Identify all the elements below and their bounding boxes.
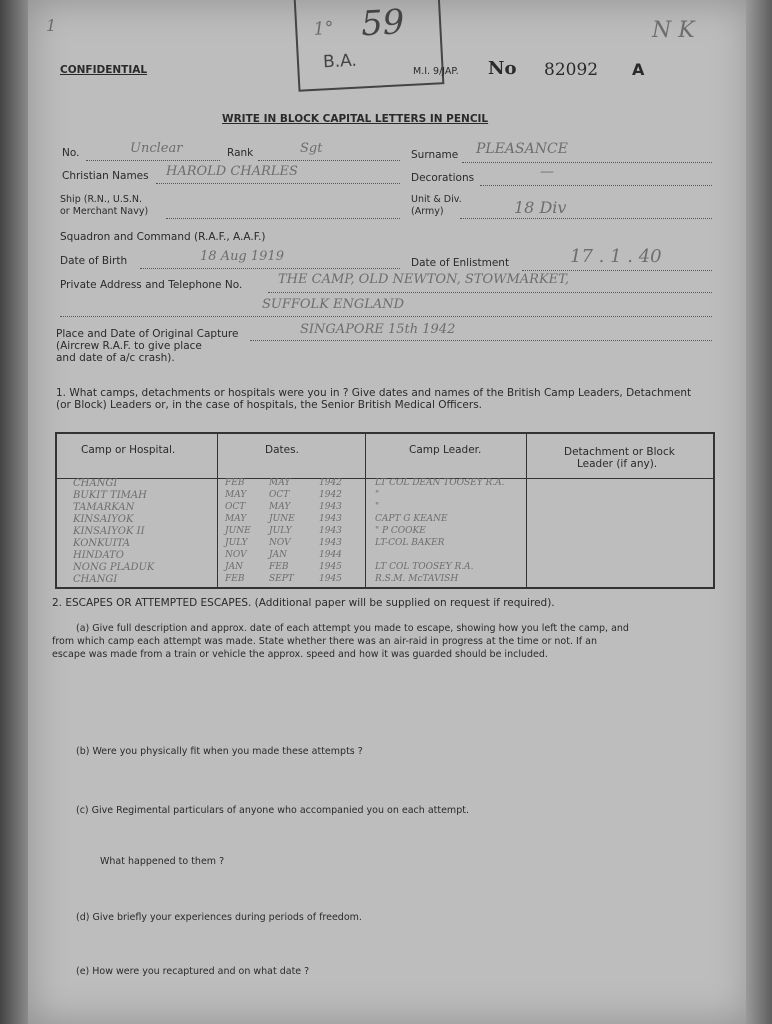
address-value-line1: THE CAMP, OLD NEWTON, STOWMARKET, [278,272,570,287]
header-camp: Camp or Hospital. [81,444,176,456]
date-year: 1943 [319,502,342,512]
unit-value: 18 Div [514,198,567,217]
camp-leader: " [375,502,380,512]
address-value-line2: SUFFOLK ENGLAND [262,297,405,312]
date-from: MAY [225,490,247,500]
header-dates: Dates. [265,444,299,456]
date-to: SEPT [269,574,294,584]
question-2a-line1: (a) Give full description and approx. date of each attempt you made to escape, showing how you left the camp, and [76,623,629,634]
camp-leader: LT COL TOOSEY R.A. [375,562,474,572]
date-year: 1944 [319,550,342,560]
number-label: No [488,58,517,79]
stamp: 1° 59 B.A. [294,0,445,92]
camp-name: KINSAIYOK [73,514,134,525]
question-2a-line3: escape was made from a train or vehicle the approx. speed and how it was guarded should be included. [52,649,548,660]
date-year: 1943 [319,514,342,524]
camp-name: TAMARKAN [73,502,135,513]
date-to: FEB [269,562,289,572]
question-2e: (e) How were you recaptured and on what date ? [76,966,310,977]
question-2b: (b) Were you physically fit when you made these attempts ? [76,746,363,757]
date-from: JUNE [225,526,251,536]
date-from: FEB [225,574,245,584]
question-2c: (c) Give Regimental particulars of anyone who accompanied you on each attempt. [76,805,469,816]
date-to: JUNE [269,514,295,524]
instruction-heading: WRITE IN BLOCK CAPITAL LETTERS IN PENCIL [222,113,489,125]
camps-table [55,432,715,589]
date-to: OCT [269,490,290,500]
header-detachment: Detachment or Block [564,446,675,458]
date-from: FEB [225,478,245,488]
camp-leader: CAPT G KEANE [375,514,448,524]
question-2c-followup: What happened to them ? [100,856,225,867]
form-letter: A [632,60,645,79]
camp-name: CHANGI [73,478,118,489]
decorations-value: — [540,164,554,180]
date-year: 1945 [319,562,342,572]
date-year: 1943 [319,526,342,536]
date-year: 1942 [319,478,342,488]
date-to: NOV [269,538,291,548]
date-from: MAY [225,514,247,524]
page-edge [746,0,772,1024]
date-year: 1943 [319,538,342,548]
camp-leader: " P COOKE [375,526,426,536]
service-number-value: Unclear [130,141,183,156]
date-to: MAY [269,502,291,512]
camp-leader: " [375,490,380,500]
date-year: 1945 [319,574,342,584]
camp-name: KINSAIYOK II [73,526,145,537]
question-2-title: 2. ESCAPES OR ATTEMPTED ESCAPES. (Additional paper will be supplied on request if required). [52,597,555,609]
header-detachment-2: Leader (if any). [577,458,658,470]
enlistment-date-value: 17 . 1 . 40 [570,246,662,267]
date-from: JAN [225,562,243,572]
date-to: JAN [269,550,287,560]
christian-names-value: HAROLD CHARLES [166,164,298,179]
date-to: JULY [269,526,292,536]
camp-name: HINDATO [73,550,124,561]
camp-name: CHANGI [73,574,118,585]
binder-shadow [0,0,28,1024]
header-camp-leader: Camp Leader. [409,444,482,456]
date-from: NOV [225,550,247,560]
question-1-line2: (or Block) Leaders or, in the case of hospitals, the Senior British Medical Officers. [56,399,483,411]
surname-value: PLEASANCE [476,141,568,157]
date-of-birth-value: 18 Aug 1919 [200,249,284,264]
question-2d: (d) Give briefly your experiences during periods of freedom. [76,912,362,923]
rank-value: Sgt [300,141,323,156]
date-from: OCT [225,502,246,512]
camp-name: KONKUITA [73,538,130,549]
confidential-label: CONFIDENTIAL [60,64,148,76]
camp-name: BUKIT TIMAH [73,490,147,501]
capture-value: SINGAPORE 15th 1942 [300,322,456,337]
date-to: MAY [269,478,291,488]
camp-name: NONG PLADUK [73,562,155,573]
form-number: 82092 [544,60,599,80]
date-from: JULY [225,538,248,548]
corner-mark: N K [652,18,695,43]
date-year: 1942 [319,490,342,500]
camp-leader: LT COL DEAN TOOSEY R.A. [375,478,505,488]
ref-code: M.I. 9/JAP. [413,66,459,77]
question-2a-line2: from which camp each attempt was made. State whether there was an air-raid in progress at the time or not. If an [52,636,598,647]
question-1-line1: 1. What camps, detachments or hospitals were you in ? Give dates and names of the British Camp Leaders, Detachment [56,387,692,399]
camp-leader: LT-COL BAKER [375,538,445,548]
camp-leader: R.S.M. McTAVISH [375,574,459,584]
